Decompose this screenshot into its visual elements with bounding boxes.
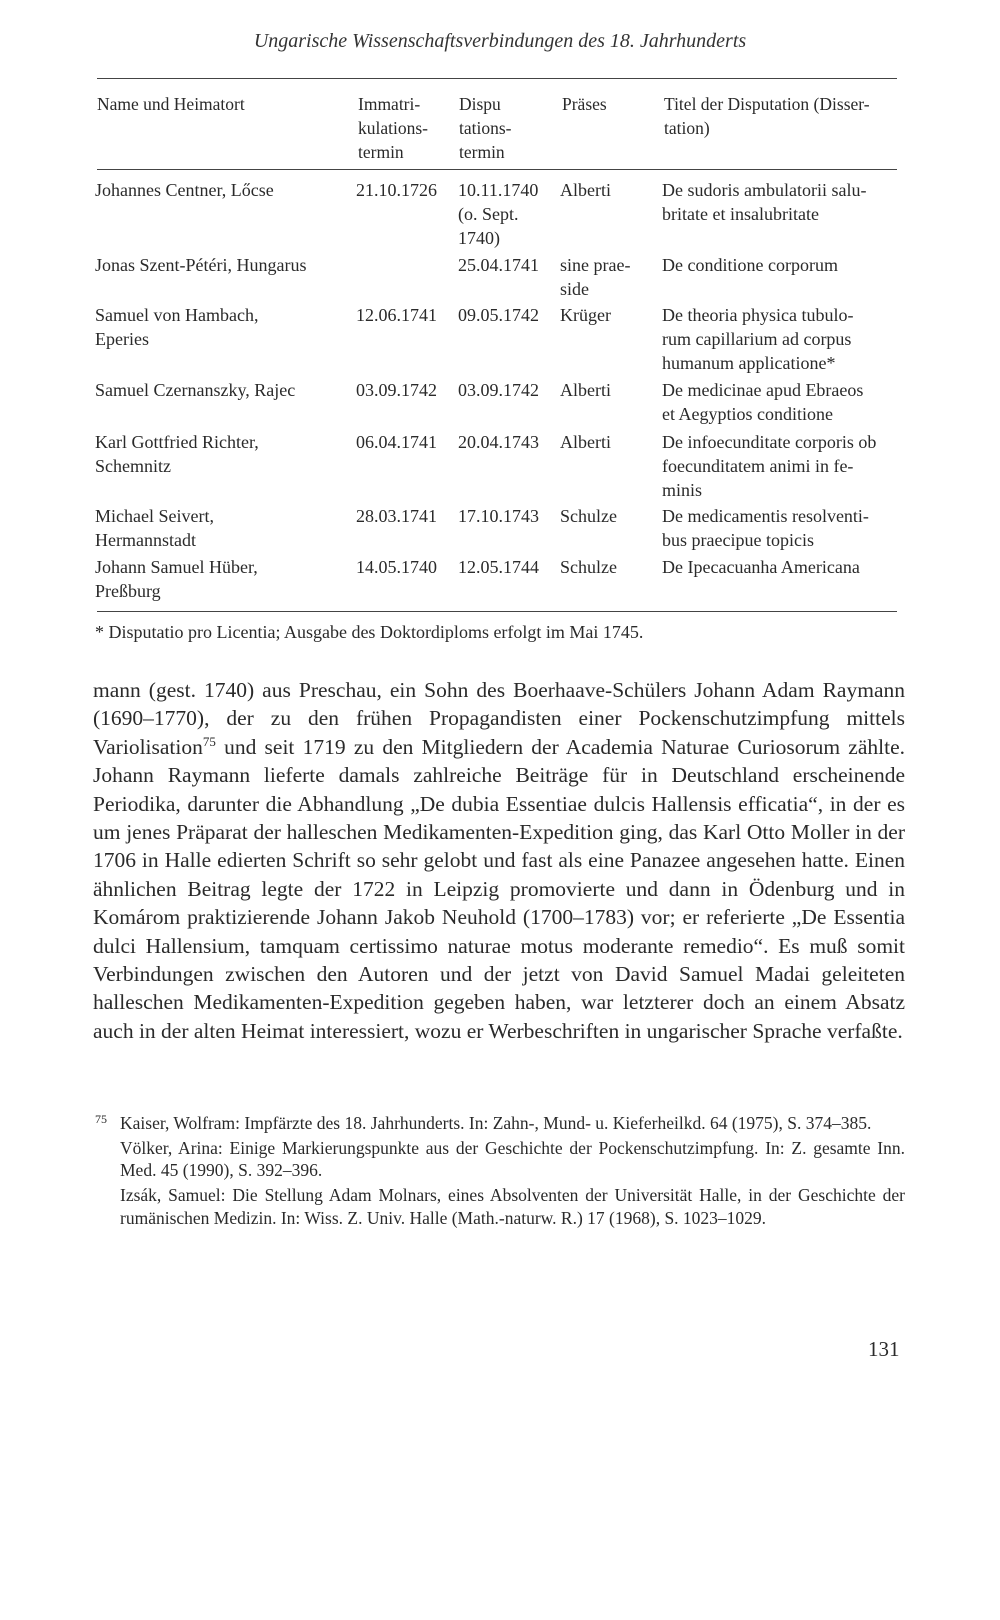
table-top-rule [97, 78, 897, 79]
cell-disputation-7: 12.05.1744 [458, 557, 539, 577]
cell-disputation-2: 25.04.1741 [458, 255, 539, 275]
cell-disputation-3: 09.05.1742 [458, 305, 539, 325]
header-disputation: Dispu tations- termin [459, 94, 512, 162]
cell-immatrikulation-5: 06.04.1741 [356, 432, 437, 452]
cell-name-6: Michael Seivert, Hermannstadt [95, 506, 214, 550]
cell-name-1: Johannes Centner, Lőcse [95, 180, 274, 200]
cell-name-4: Samuel Czernanszky, Rajec [95, 380, 296, 400]
footnote-text: Kaiser, Wolfram: Impfärzte des 18. Jahrhunderts. In: Zahn-, Mund- u. Kieferheilkd. 64 (1975), S. 374–385. [120, 1113, 872, 1133]
cell-praeses-5: Alberti [560, 432, 611, 452]
footnote-text: Izsák, Samuel: Die Stellung Adam Molnars, eines Absolventen der Universität Halle, in der Geschichte der rumänischen Medizin. In: Wiss. Z. Univ. Halle (Math.-naturw. R.) 17 (1968), S. 1023–1029. [120, 1185, 905, 1228]
header-praeses: Präses [562, 94, 607, 114]
table-footnote: * Disputatio pro Licentia; Ausgabe des Doktordiploms erfolgt im Mai 1745. [95, 622, 644, 642]
cell-immatrikulation-3: 12.06.1741 [356, 305, 437, 325]
cell-titel-1: De sudoris ambulatorii salu- britate et insalubritate [662, 180, 867, 224]
header-titel: Titel der Disputation (Disser- tation) [664, 94, 870, 138]
footnote-reference: 75 [202, 733, 216, 749]
cell-praeses-2: sine prae- side [560, 255, 631, 299]
footnote-number: 75 [95, 1112, 107, 1126]
cell-disputation-4: 03.09.1742 [458, 380, 539, 400]
cell-name-2: Jonas Szent-Pétéri, Hungarus [95, 255, 307, 275]
footnote-entry [95, 1137, 905, 1182]
footnote-entry [95, 1184, 905, 1229]
footnote-entry [95, 1112, 905, 1135]
footnotes [95, 1112, 905, 1232]
cell-praeses-6: Schulze [560, 506, 617, 526]
body-text-part-2: und seit 1719 zu den Mitgliedern der Academia Naturae Curiosorum zählte. Johann Raymann lieferte damals zahlreiche Beiträge für in Deutschland erscheinende Periodika, darunter die Abhandlung „De dubia Essentiae dulcis Hallensis efficatia“, in der es um jenes Präparat der halleschen Medikamenten-Expedition ging, das Karl Otto Moller in der 1706 in Halle edierten Schrift so sehr gelobt und fast als eine Panazee angesehen hatte. Einen ähnlichen Beitrag legte der 1722 in Leipzig promovierte und dann in Ödenburg und in Komárom praktizierende Johann Jakob Neuhold (1700–1783) vor; er referierte „De Essentia dulci Hallensium, tamquam certissimo naturae motus moderante remedio“. Es muß somit Verbindungen zwischen den Autoren und der jetzt von David Samuel Madai geleiteten halleschen Medikamenten-Expedition gegeben haben, war letzterer doch an einem Absatz auch in der alten Heimat interessiert, wozu er Werbeschriften in ungarischer Sprache verfaßte. [93, 734, 905, 1043]
cell-praeses-4: Alberti [560, 380, 611, 400]
running-head: Ungarische Wissenschaftsverbindungen des 18. Jahrhunderts [253, 30, 747, 52]
cell-immatrikulation-4: 03.09.1742 [356, 380, 437, 400]
header-immatrikulation: Immatri- kulations- termin [358, 94, 428, 162]
body-text-part-1: mann (gest. 1740) aus Preschau, ein Sohn des Boerhaave-Schülers Johann Adam Raymann (1690–1770), der zu den frühen Propagandisten einer Pockenschutzimpfung mittels Variolisation [93, 678, 905, 759]
cell-immatrikulation-6: 28.03.1741 [356, 506, 437, 526]
cell-titel-3: De theoria physica tubulo- rum capillarium ad corpus humanum applicatione* [662, 305, 854, 373]
cell-name-3: Samuel von Hambach, Eperies [95, 305, 259, 349]
cell-titel-7: De Ipecacuanha Americana [662, 557, 860, 577]
cell-disputation-6: 17.10.1743 [458, 506, 539, 526]
cell-titel-5: De infoecunditate corporis ob foecunditatem animi in fe- minis [662, 432, 877, 500]
cell-titel-6: De medicamentis resolventi- bus praecipue topicis [662, 506, 869, 550]
page-number: 131 [868, 1337, 900, 1361]
cell-titel-4: De medicinae apud Ebraeos et Aegyptios conditione [662, 380, 864, 424]
cell-name-5: Karl Gottfried Richter, Schemnitz [95, 432, 259, 476]
cell-immatrikulation-1: 21.10.1726 [356, 180, 437, 200]
cell-titel-2: De conditione corporum [662, 255, 838, 275]
footnote-text: Völker, Arina: Einige Markierungspunkte aus der Geschichte der Pockenschutzimpfung. In: Z. gesamte Inn. Med. 45 (1990), S. 392–396. [120, 1137, 905, 1181]
cell-immatrikulation-7: 14.05.1740 [356, 557, 437, 577]
table-bottom-rule [97, 611, 897, 612]
cell-praeses-1: Alberti [560, 180, 611, 200]
body-paragraph [93, 676, 905, 1045]
cell-disputation-5: 20.04.1743 [458, 432, 539, 452]
cell-disputation-1: 10.11.1740 (o. Sept. 1740) [458, 180, 539, 248]
cell-praeses-3: Krüger [560, 305, 611, 325]
table-header-rule [97, 169, 897, 170]
header-name: Name und Heimatort [97, 94, 245, 114]
cell-praeses-7: Schulze [560, 557, 617, 577]
cell-name-7: Johann Samuel Hüber, Preßburg [95, 557, 258, 601]
